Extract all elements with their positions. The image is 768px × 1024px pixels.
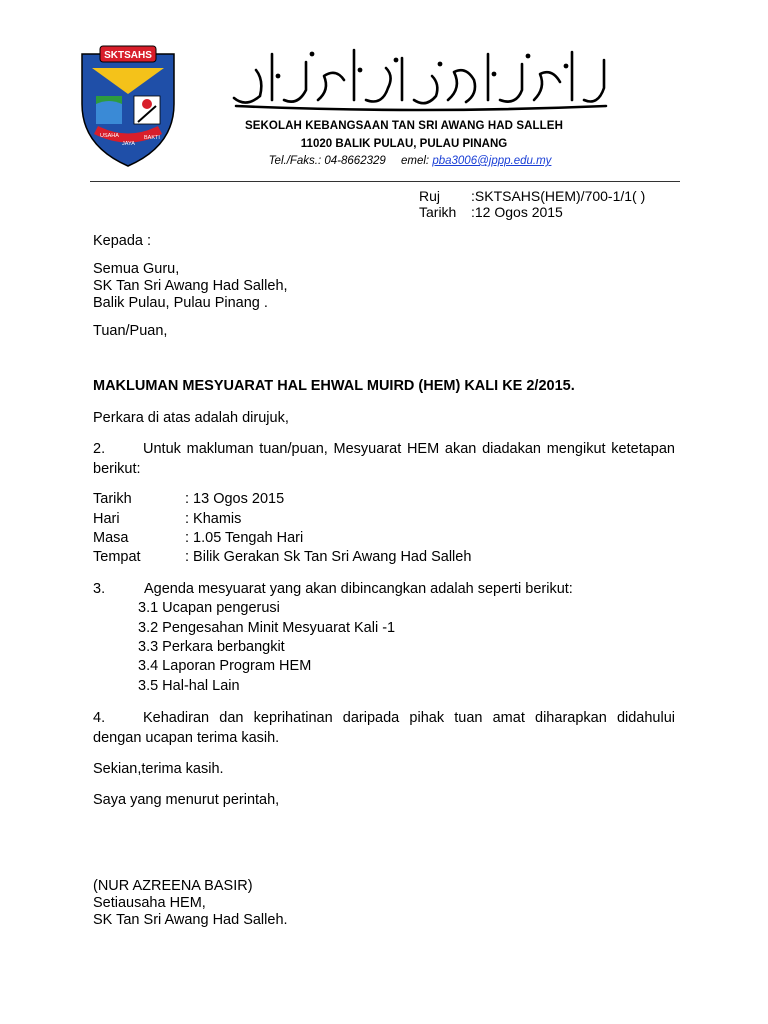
recipient-line-3: Balik Pulau, Pulau Pinang .	[93, 295, 268, 311]
jawi-calligraphy-logo	[226, 40, 612, 114]
detail-label: Hari	[93, 511, 120, 527]
recipient-line-2: SK Tan Sri Awang Had Salleh,	[93, 278, 288, 294]
subject-heading: MAKLUMAN MESYUARAT HAL EHWAL MUIRD (HEM) KALI KE 2/2015.	[93, 378, 575, 394]
phone-fax: Tel./Faks.: 04-8662329	[268, 155, 386, 167]
agenda-item: 3.5 Hal-hal Lain	[138, 678, 240, 694]
detail-row	[93, 491, 284, 507]
ref-date-label: Tarikh	[419, 204, 457, 220]
agenda-item: 3.1 Ucapan pengerusi	[138, 600, 280, 616]
ref-value: :SKTSAHS(HEM)/700-1/1( )	[471, 188, 646, 204]
detail-row	[93, 511, 241, 527]
detail-value: : Bilik Gerakan Sk Tan Sri Awang Had Salleh	[185, 549, 472, 565]
paragraph-4-text: Kehadiran dan keprihatinan daripada pihak tuan amat diharapkan didahului dengan ucapan terima kasih.	[93, 710, 675, 746]
paragraph-2-number: 2.	[93, 441, 106, 457]
email-link[interactable]: pba3006@jppp.edu.my	[432, 155, 552, 167]
detail-value: : 13 Ogos 2015	[185, 491, 285, 507]
paragraph-3	[93, 581, 573, 597]
paragraph-3-number: 3.	[93, 581, 106, 597]
intro-paragraph: Perkara di atas adalah dirujuk,	[93, 410, 289, 426]
ref-date-value: :12 Ogos 2015	[471, 204, 563, 220]
crest-label: SKTSAHS	[104, 50, 152, 61]
agenda-item: 3.2 Pengesahan Minit Mesyuarat Kali -1	[138, 620, 396, 636]
agenda-item: 3.4 Laporan Program HEM	[138, 658, 312, 674]
signatory-name: (NUR AZREENA BASIR)	[93, 878, 253, 894]
detail-row	[93, 549, 471, 565]
ref-label: Ruj	[419, 188, 441, 204]
salutation-to: Kepada :	[93, 233, 152, 249]
signatory-title: Setiausaha HEM,	[93, 895, 206, 911]
crest-motto-2: JAYA	[122, 141, 135, 147]
paragraph-4-number: 4.	[93, 710, 106, 726]
detail-value: : 1.05 Tengah Hari	[185, 530, 304, 546]
detail-label: Tempat	[93, 549, 141, 565]
detail-label: Tarikh	[93, 491, 132, 507]
paragraph-3-text: Agenda mesyuarat yang akan dibincangkan adalah seperti berikut:	[144, 581, 573, 597]
paragraph-4	[93, 708, 675, 748]
closing-line-1: Sekian,terima kasih.	[93, 761, 224, 777]
signatory-organisation: SK Tan Sri Awang Had Salleh.	[93, 912, 288, 928]
paragraph-2	[93, 439, 675, 479]
greeting: Tuan/Puan,	[93, 323, 168, 339]
closing-line-2: Saya yang menurut perintah,	[93, 792, 280, 808]
crest-motto-3: BAKTI	[144, 135, 160, 141]
school-contact	[240, 155, 580, 167]
agenda-item: 3.3 Perkara berbangkit	[138, 639, 285, 655]
ref-date	[419, 204, 563, 220]
email-label: emel:	[401, 155, 430, 167]
detail-row	[93, 530, 303, 546]
school-address: 11020 BALIK PULAU, PULAU PINANG	[300, 138, 508, 150]
ref-number	[419, 188, 645, 204]
school-crest-logo	[72, 42, 184, 170]
header-divider	[90, 181, 680, 182]
recipient-line-1: Semua Guru,	[93, 261, 180, 277]
paragraph-2-text: Untuk makluman tuan/puan, Mesyuarat HEM akan diadakan mengikut ketetapan berikut:	[93, 441, 675, 477]
detail-value: : Khamis	[185, 511, 242, 527]
crest-motto-1: USAHA	[100, 133, 119, 139]
school-name: SEKOLAH KEBANGSAAN TAN SRI AWANG HAD SALLEH	[244, 120, 563, 132]
detail-label: Masa	[93, 530, 129, 546]
